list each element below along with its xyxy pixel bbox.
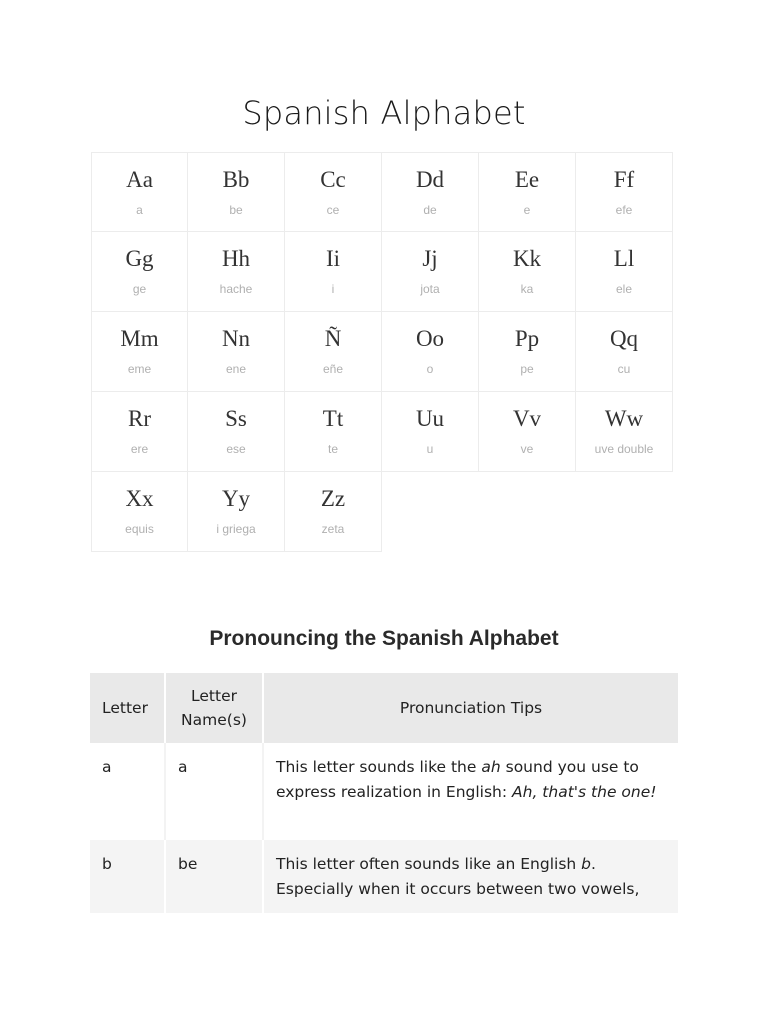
alphabet-letter: Qq xyxy=(609,326,639,351)
alphabet-letter-name: ka xyxy=(520,282,534,296)
alphabet-cell xyxy=(91,152,188,232)
alphabet-letter: Ee xyxy=(514,167,540,192)
column-header-letter-names-line-2: Name(s) xyxy=(181,711,247,729)
alphabet-cell xyxy=(188,392,285,472)
alphabet-cell xyxy=(188,472,285,552)
table-row xyxy=(90,840,678,913)
alphabet-letter: Tt xyxy=(322,406,344,431)
cell-letter-name: a xyxy=(165,743,263,840)
alphabet-cell xyxy=(285,392,382,472)
alphabet-letter: Ii xyxy=(325,246,341,271)
alphabet-letter: Gg xyxy=(125,246,154,271)
alphabet-cell xyxy=(285,232,382,312)
alphabet-letter-name: i griega xyxy=(216,522,256,536)
alphabet-letter-name: jota xyxy=(420,282,440,296)
alphabet-letter-name: eme xyxy=(127,362,152,376)
alphabet-cell xyxy=(91,472,188,552)
alphabet-cell xyxy=(479,312,576,392)
alphabet-letter: Kk xyxy=(512,246,542,271)
alphabet-letter: Ww xyxy=(604,406,644,431)
column-header-letter-names xyxy=(165,673,263,743)
alphabet-cell xyxy=(91,312,188,392)
alphabet-letter-name: u xyxy=(426,442,434,456)
cell-letter-name: be xyxy=(165,840,263,913)
tip-text: sound you use to express realization in English: xyxy=(276,758,639,801)
alphabet-letter-name: o xyxy=(426,362,434,376)
alphabet-cell xyxy=(188,232,285,312)
alphabet-letter-name: ve xyxy=(520,442,534,456)
alphabet-letter-name: eñe xyxy=(322,362,344,376)
alphabet-letter: Oo xyxy=(415,326,445,351)
alphabet-letter-name: equis xyxy=(125,522,154,536)
alphabet-letter: Mm xyxy=(120,326,159,351)
alphabet-letter-name: ene xyxy=(225,362,247,376)
alphabet-letter-name: ere xyxy=(130,442,149,456)
column-header-letter: Letter xyxy=(90,673,165,743)
alphabet-letter: Dd xyxy=(415,167,445,192)
alphabet-letter: Ll xyxy=(613,246,635,271)
alphabet-letter-name: cu xyxy=(617,362,631,376)
column-header-letter-names-line-1: Letter xyxy=(191,687,237,705)
alphabet-letter: Uu xyxy=(415,406,445,431)
alphabet-cell xyxy=(91,232,188,312)
alphabet-letter: Hh xyxy=(221,246,251,271)
alphabet-letter-name: hache xyxy=(219,282,253,296)
alphabet-cell xyxy=(576,392,673,472)
alphabet-cell xyxy=(382,312,479,392)
alphabet-cell xyxy=(576,232,673,312)
alphabet-letter: Xx xyxy=(125,486,154,511)
alphabet-letter-name: pe xyxy=(520,362,534,376)
section-heading: Pronouncing the Spanish Alphabet xyxy=(209,627,559,650)
alphabet-cell xyxy=(188,152,285,232)
alphabet-cell xyxy=(576,312,673,392)
alphabet-cell xyxy=(91,392,188,472)
alphabet-letter-name: uve double xyxy=(594,442,654,456)
alphabet-cell xyxy=(382,152,479,232)
tip-text: . Especially when it occurs between two vowels, xyxy=(276,855,640,898)
alphabet-cell xyxy=(285,152,382,232)
alphabet-letter-name: ese xyxy=(226,442,246,456)
alphabet-letter-name: de xyxy=(423,203,437,217)
alphabet-letter: Ff xyxy=(613,167,635,192)
alphabet-letter: Yy xyxy=(221,486,251,511)
alphabet-cell xyxy=(285,312,382,392)
alphabet-letter: Rr xyxy=(128,406,151,431)
cell-tip xyxy=(263,840,678,913)
alphabet-letter: Ñ xyxy=(324,326,342,351)
alphabet-cell xyxy=(479,152,576,232)
alphabet-cell xyxy=(479,392,576,472)
alphabet-letter-name: efe xyxy=(615,203,633,217)
alphabet-cell xyxy=(382,232,479,312)
alphabet-cell xyxy=(382,392,479,472)
alphabet-letter-name: e xyxy=(523,203,531,217)
pronunciation-table xyxy=(90,673,678,913)
alphabet-letter: Bb xyxy=(222,167,250,192)
alphabet-letter-name: ge xyxy=(132,282,147,296)
alphabet-letter: Cc xyxy=(320,167,346,192)
tip-emphasis: b xyxy=(581,855,591,873)
alphabet-letter: Vv xyxy=(512,406,542,431)
alphabet-letter: Pp xyxy=(514,326,540,351)
alphabet-cell xyxy=(576,152,673,232)
table-row xyxy=(90,743,678,840)
alphabet-letter: Aa xyxy=(126,167,153,192)
alphabet-letter: Jj xyxy=(422,246,438,271)
alphabet-letter-name: ce xyxy=(326,203,340,217)
alphabet-letter-name: ele xyxy=(615,282,632,296)
alphabet-letter: Nn xyxy=(221,326,251,351)
alphabet-letter-name: te xyxy=(327,442,338,456)
alphabet-letter-name: i xyxy=(331,282,335,296)
table-header-row xyxy=(90,673,678,743)
alphabet-letter: Zz xyxy=(320,486,346,511)
alphabet-letter-name: a xyxy=(136,203,143,217)
alphabet-cell xyxy=(188,312,285,392)
cell-tip xyxy=(263,743,678,840)
tip-example: Ah, that's the one! xyxy=(512,782,657,801)
cell-letter: b xyxy=(90,840,165,913)
alphabet-cell xyxy=(285,472,382,552)
alphabet-cell xyxy=(479,232,576,312)
page-title: Spanish Alphabet xyxy=(242,94,526,132)
column-header-tips: Pronunciation Tips xyxy=(263,673,678,743)
alphabet-letter-name: zeta xyxy=(321,522,345,536)
cell-letter: a xyxy=(90,743,165,840)
tip-text: This letter often sounds like an English xyxy=(276,855,582,873)
alphabet-grid xyxy=(91,152,673,552)
tip-emphasis: ah xyxy=(481,758,501,776)
alphabet-letter: Ss xyxy=(225,406,247,431)
tip-text: This letter sounds like the xyxy=(276,758,482,776)
alphabet-letter-name: be xyxy=(229,203,243,217)
